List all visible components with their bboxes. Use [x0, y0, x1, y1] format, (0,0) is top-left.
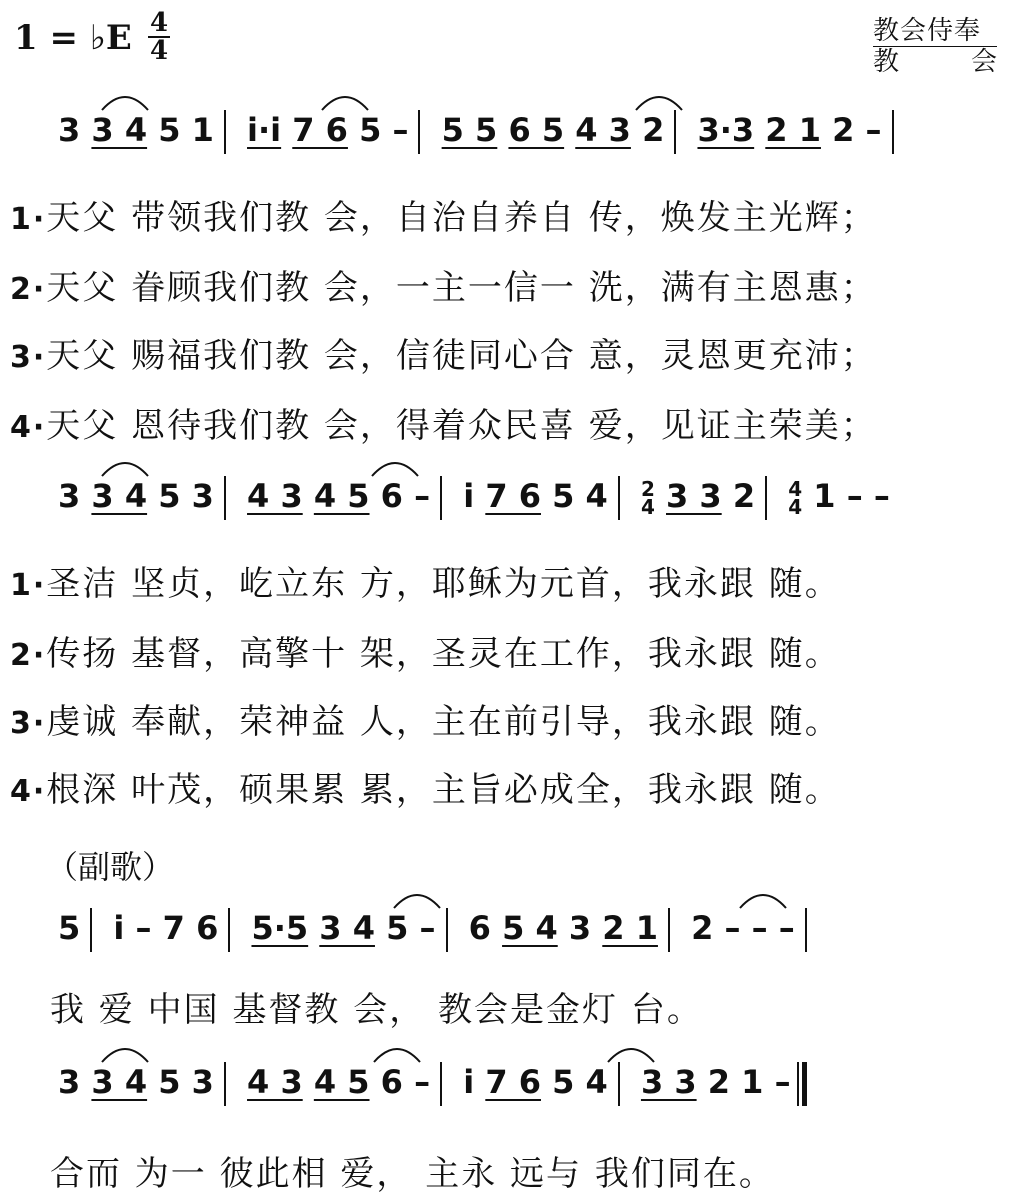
slur-8: [100, 1042, 150, 1064]
key-text: 1 = ♭E: [14, 18, 132, 58]
verse-lyric-1-4: 4·天父 恩待我们教 会，得着众民喜 爱，见证主荣美；: [10, 406, 877, 446]
time-bottom: 4: [149, 36, 169, 66]
slur-5: [370, 456, 420, 478]
verse-lyric-2-3: 3·虔诚 奉献，荣神益 人，主在前引导，我永跟 随。: [10, 702, 841, 742]
credit-line-1: 教会侍奉: [873, 16, 997, 47]
key-signature: [14, 18, 132, 58]
chorus-lyric-1: 我 爱 中国 基督教 会， 教会是金灯 台。: [50, 990, 703, 1030]
time-top: 4: [149, 8, 169, 38]
slur-9: [372, 1042, 422, 1064]
verse-lyric-2-4: 4·根深 叶茂，硕果累 累，主旨必成全，我永跟 随。: [10, 770, 841, 810]
slur-10: [606, 1042, 656, 1064]
time-signature: [148, 10, 170, 64]
verse-music-line-1: 3 3 4 5 1 i·i 7 6 5 – 5 5 6 5 4 3 2 3·3 2 1 2 –: [58, 110, 904, 154]
verse-lyric-1-2: 2·天父 眷顾我们教 会，一主一信一 洗，满有主恩惠；: [10, 268, 877, 308]
slur-1: [100, 90, 150, 112]
credit-line-2b: 会: [970, 47, 997, 77]
verse-music-line-2: 3 3 4 5 3 4 3 4 5 6 – i 7 6 5 4 2 4 3 3 2 4 4 1 – –: [58, 477, 890, 519]
slur-2: [320, 90, 370, 112]
chorus-label: （副歌）: [46, 848, 175, 886]
verse-lyric-2-1: 1·圣洁 坚贞，屹立东 方，耶稣为元首，我永跟 随。: [10, 564, 841, 604]
credit-line-2a: 教: [873, 47, 900, 77]
slur-3: [634, 90, 684, 112]
credit: [873, 16, 997, 77]
slur-7: [738, 888, 788, 910]
verse-lyric-1-1: 1·天父 带领我们教 会，自治自养自 传，焕发主光辉；: [10, 198, 877, 238]
chorus-music-line-1: 5 i – 7 6 5·5 3 4 5 – 6 5 4 3 2 1 2 – – –: [58, 908, 817, 952]
slur-6: [392, 888, 442, 910]
verse-lyric-1-3: 3·天父 赐福我们教 会，信徒同心合 意，灵恩更充沛；: [10, 336, 877, 376]
chorus-lyric-2: 合而 为一 彼此相 爱， 主永 远与 我们同在。: [50, 1154, 775, 1194]
chorus-music-line-2: 3 3 4 5 3 4 3 4 5 6 – i 7 6 5 4 3 3 2 1 –: [58, 1062, 807, 1106]
verse-lyric-2-2: 2·传扬 基督，高擎十 架，圣灵在工作，我永跟 随。: [10, 634, 841, 674]
slur-4: [100, 456, 150, 478]
credit-line-2: [873, 47, 997, 77]
